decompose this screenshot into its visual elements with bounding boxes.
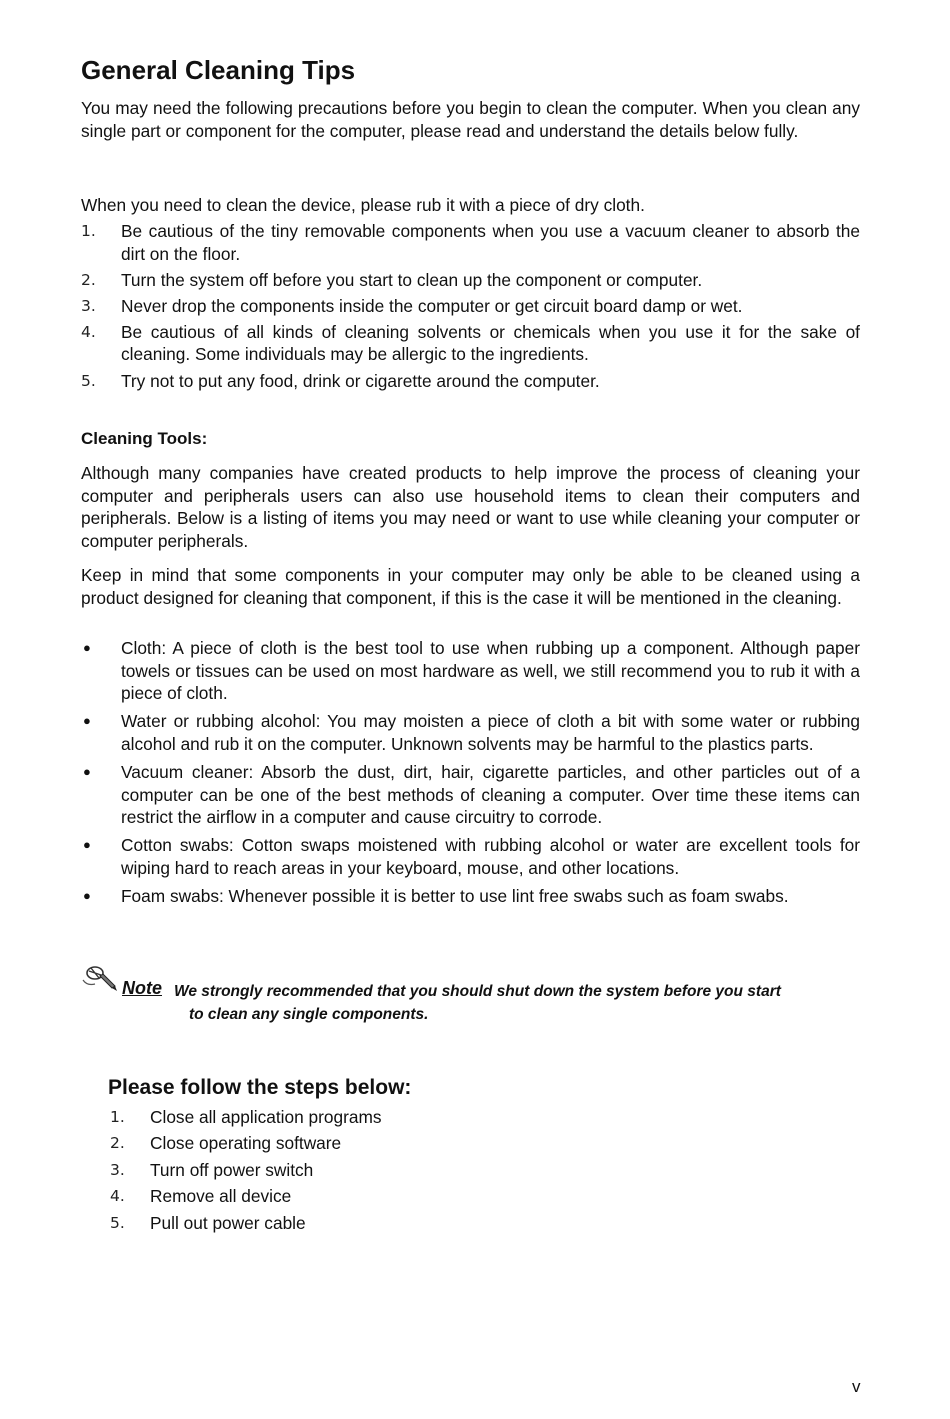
bullet: ●: [83, 640, 91, 655]
list-item-text: Turn off power switch: [150, 1159, 314, 1180]
list-item-text: Be cautious of all kinds of cleaning solvents or chemicals when you use it for the sake of cleaning. Some individuals may be allergic to the ingredients.: [121, 321, 860, 365]
note-text: [174, 981, 874, 1026]
list-item-text: Cloth: A piece of cloth is the best tool to use when rubbing up a component. Although paper towels or tissues can be used on most hardware as well, we still recommend you to rub it with a piece of cloth.: [121, 638, 860, 704]
list-item: [81, 295, 860, 318]
list-item: [81, 710, 860, 755]
list-item-text: Turn the system off before you start to clean up the component or computer.: [121, 269, 703, 290]
bullet: ●: [83, 887, 91, 903]
bullet: ●: [83, 763, 91, 779]
list-item: [81, 321, 860, 366]
list-item: [81, 834, 860, 879]
list-item-text: Water or rubbing alcohol: You may moisten a piece of cloth a bit with some water or rubbing alcohol and rub it on the computer. Unknown solvents may be harmful to the plastics parts.: [121, 711, 860, 754]
steps-heading: Please follow the steps below:: [108, 1076, 412, 1099]
list-item: [81, 370, 860, 393]
tools-keep-in-mind-paragraph: Keep in mind that some components in your computer may only be able to be cleaned using a product designed for cleaning that component, if this is the case it will be mentioned in the cleaning.: [81, 565, 860, 608]
list-number: 5.: [110, 1213, 125, 1232]
list-item: [108, 1185, 708, 1208]
list-item-text: Never drop the components inside the computer or get circuit board damp or wet.: [121, 295, 743, 316]
list-number: 1.: [81, 222, 96, 240]
note-label: Note: [122, 978, 162, 998]
list-item-text: Be cautious of the tiny removable components when you use a vacuum cleaner to absorb the dirt on the floor.: [121, 221, 860, 264]
list-item-text: Pull out power cable: [150, 1212, 306, 1233]
note-box: [81, 962, 871, 1032]
list-item-text: Foam swabs: Whenever possible it is better to use lint free swabs such as foam swabs.: [121, 885, 789, 906]
list-item: [81, 637, 860, 705]
list-item: [108, 1212, 708, 1235]
page-number: v: [852, 1377, 861, 1396]
note-line-2: to clean any single components.: [189, 1005, 429, 1023]
list-number: 2.: [110, 1134, 125, 1153]
list-number: 4.: [110, 1187, 125, 1206]
tools-intro-paragraph: Although many companies have created products to help improve the process of cleaning your computer and peripherals users can also use household items to clean their computers and peripherals. Below is a listing of items you may need or want to use while cleaning your computer or computer peripherals.: [81, 463, 860, 551]
precautions-list: [81, 220, 860, 396]
page-title: General Cleaning Tips: [81, 55, 356, 85]
dry-cloth-paragraph: When you need to clean the device, please rub it with a piece of dry cloth.: [81, 195, 645, 215]
cleaning-tools-heading: Cleaning Tools:: [81, 429, 208, 448]
bullet: ●: [83, 713, 91, 729]
list-number: 4.: [81, 322, 96, 341]
list-number: 2.: [81, 270, 96, 289]
list-item: [81, 885, 860, 908]
list-item: [81, 269, 860, 292]
list-item: [108, 1106, 708, 1129]
intro-paragraph: You may need the following precautions before you begin to clean the computer. When you clean any single part or component for the computer, please read and understand the details below fully.: [81, 98, 860, 141]
list-number: 5.: [81, 371, 96, 390]
list-item-text: Vacuum cleaner: Absorb the dust, dirt, hair, cigarette particles, and other particles out of a computer can be one of the best methods of cleaning a computer. Over time these items can restrict the airflow in a computer and cause circuitry to corrode.: [121, 761, 860, 828]
tools-list: [81, 637, 860, 913]
bullet: ●: [83, 837, 91, 853]
list-number: 3.: [81, 296, 96, 315]
list-item: [108, 1159, 708, 1182]
list-item: [81, 761, 860, 829]
list-item-text: Close operating software: [150, 1133, 342, 1154]
steps-list: [108, 1106, 708, 1238]
list-item: [81, 220, 860, 265]
list-item: [108, 1132, 708, 1155]
note-pen-icon: [81, 962, 119, 992]
list-item-text: Try not to put any food, drink or cigarette around the computer.: [121, 370, 600, 391]
list-item-text: Cotton swabs: Cotton swaps moistened with rubbing alcohol or water are excellent tools for wiping hard to reach areas in your keyboard, mouse, and other locations.: [121, 835, 860, 878]
list-item-text: Remove all device: [150, 1186, 292, 1207]
list-number: 3.: [110, 1160, 125, 1179]
list-item-text: Close all application programs: [150, 1107, 382, 1127]
note-line-1: We strongly recommended that you should shut down the system before you start: [174, 983, 781, 1000]
list-number: 1.: [110, 1108, 125, 1126]
